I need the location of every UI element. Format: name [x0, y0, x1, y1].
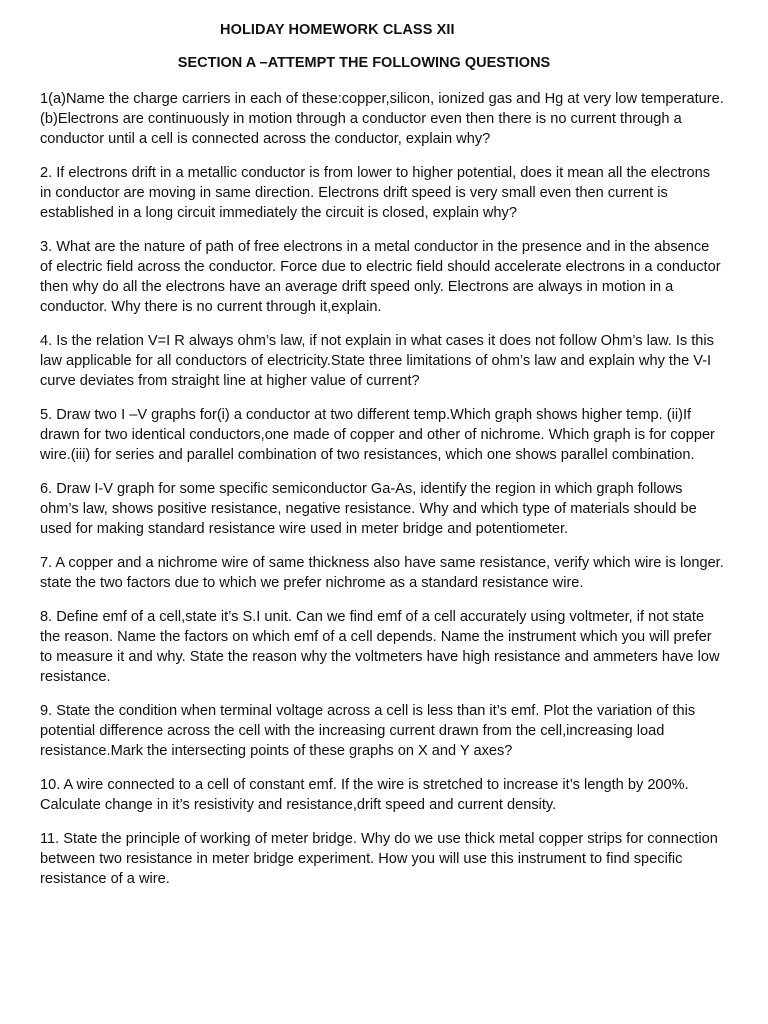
question-5: 5. Draw two I –V graphs for(i) a conductor at two different temp.Which graph shows higher temp. (ii)If drawn for two identical conductors,one made of copper and other of nichrome. Which graph is for copper wire.(iii) for series and parallel combination of two resistances, which one shows parallel combination. — [40, 407, 715, 463]
question-list — [40, 89, 724, 903]
section-heading: SECTION A –ATTEMPT THE FOLLOWING QUESTIONS — [177, 55, 551, 71]
question-11: 11. State the principle of working of meter bridge. Why do we use thick metal copper strips for connection between two resistance in meter bridge experiment. How you will use this instrument to find specific resistance of a wire. — [40, 831, 718, 887]
question-9: 9. State the condition when terminal voltage across a cell is less than it’s emf. Plot the variation of this potential difference across the cell with the increasing current drawn from the cell,increasing load resistance.Mark the intersecting points of these graphs on X and Y axes? — [40, 703, 696, 759]
question-7: 7. A copper and a nichrome wire of same thickness also have same resistance, verify which wire is longer. state the two factors due to which we prefer nichrome as a standard resistance wire. — [40, 555, 724, 591]
question-3: 3. What are the nature of path of free electrons in a metal conductor in the presence and in the absence of electric field across the conductor. Force due to electric field should accelerate electrons in a conductor then why do all the electrons have an average drift speed only. Electrons are always in motion in a conductor. Why there is no current through it,explain. — [40, 239, 721, 315]
question-4: 4. Is the relation V=I R always ohm’s law, if not explain in what cases it does not follow Ohm’s law. Is this law applicable for all conductors of electricity.State three limitations of ohm’s law and explain why the V-I curve deviates from straight line at higher value of current? — [40, 333, 714, 389]
question-2: 2. If electrons drift in a metallic conductor is from lower to higher potential, does it mean all the electrons in conductor are moving in same direction. Electrons drift speed is very small even then current is established in a long circuit immediately the circuit is closed, explain why? — [40, 165, 711, 221]
question-1: 1(a)Name the charge carriers in each of these:copper,silicon, ionized gas and Hg at very low temperature. (b)Electrons are continuously in motion through a conductor even then there is no current through a conductor until a cell is connected across the conductor, explain why? — [40, 91, 724, 147]
page-title: HOLIDAY HOMEWORK CLASS XII — [220, 22, 455, 38]
question-10: 10. A wire connected to a cell of constant emf. If the wire is stretched to increase it’s length by 200%. Calculate change in it’s resistivity and resistance,drift speed and current density. — [40, 777, 689, 813]
question-8: 8. Define emf of a cell,state it’s S.I unit. Can we find emf of a cell accurately using voltmeter, if not state the reason. Name the factors on which emf of a cell depends. Name the instrument which you will prefer to measure it and why. State the reason why the voltmeters have high resistance and ammeters have low resistance. — [40, 609, 720, 685]
question-6: 6. Draw I-V graph for some specific semiconductor Ga-As, identify the region in which graph follows ohm’s law, shows positive resistance, negative resistance. Why and which type of materials should be used for making standard resistance wire used in meter bridge and potentiometer. — [40, 481, 697, 537]
